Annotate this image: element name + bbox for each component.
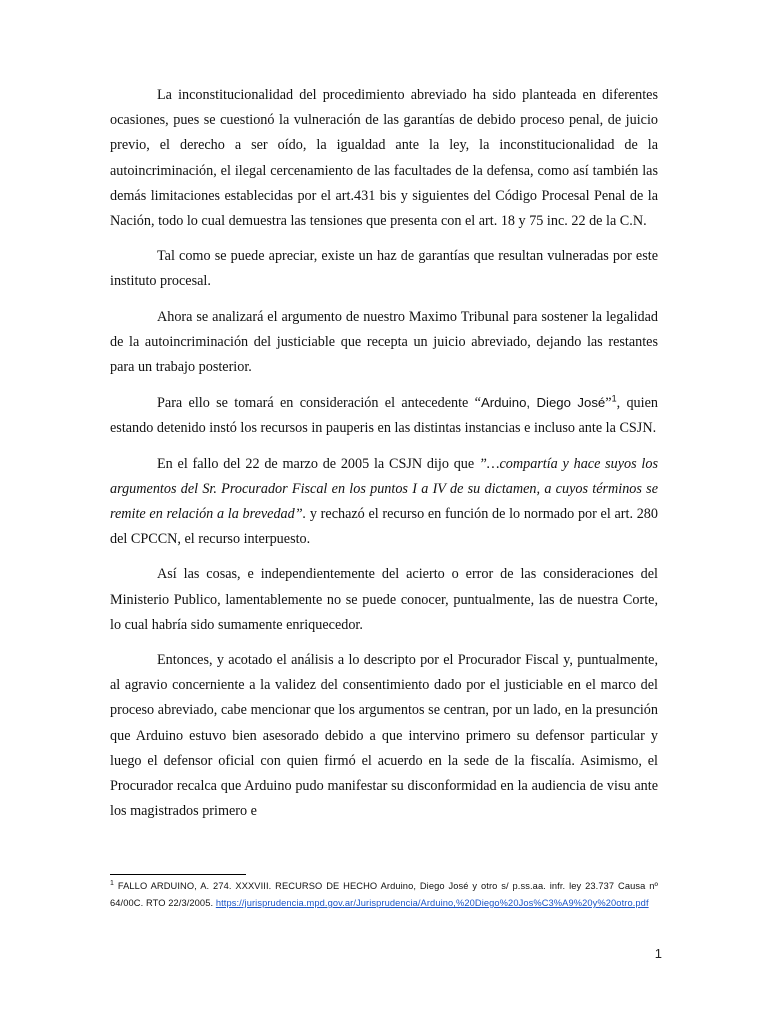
paragraph-7: Entonces, y acotado el análisis a lo descripto por el Procurador Fiscal y, puntualmente, al agravio concerniente a la validez del consentimiento dado por el justiciable en el marco del proceso abreviado, cabe mencionar que los argumentos se centran, por un lado, en la presunción que Arduino estuvo bien asesorado debido a que intervino primero su defensor particular y luego el defensor oficial con quien firmó el acuerdo en la sede de la fiscalía. Asimismo, el Procurador recalca que Arduino pudo manifestar su disconformidad en la audiencia de visu ante los magistrados primero e bbox=[110, 652, 658, 820]
paragraph-2: Tal como se puede apreciar, existe un haz de garantías que resultan vulneradas por este instituto procesal. bbox=[110, 248, 658, 290]
paragraph-5-intro: En el fallo del 22 de marzo de 2005 la CSJN dijo que bbox=[157, 455, 479, 472]
paragraph-3: Ahora se analizará el argumento de nuestro Maximo Tribunal para sostener la legalidad de la autoincriminación del justiciable que recepta un juicio abreviado, dejando las restantes para un trabajo posterior. bbox=[110, 308, 658, 376]
paragraph-5 bbox=[110, 452, 658, 553]
footnote-separator bbox=[110, 874, 246, 875]
footnote-text: FALLO ARDUINO, A. 274. XXXVIII. RECURSO DE HECHO Arduino, Diego José y otro s/ p.ss.aa. infr. ley 23.737 Causa nº 64/00C. RTO 22/3/2005. bbox=[110, 881, 658, 908]
footnote-reference[interactable]: 1 bbox=[611, 393, 617, 404]
footnote-link[interactable]: https://jurisprudencia.mpd.gov.ar/Jurisprudencia/Arduino,%20Diego%20Jos%C3%A9%20y%20otro.pdf bbox=[215, 898, 649, 908]
paragraph-4-rest: , quien estando detenido instó los recursos in pauperis en las distintas instancias e incluso ante la CSJN. bbox=[110, 395, 658, 437]
court-quote: ”…compartía y hace suyos los argumentos del Sr. Procurador Fiscal en los puntos I a IV de su dictamen, a cuyos términos se remite en relación a la brevedad”. bbox=[110, 455, 658, 523]
case-name-close-quote: ” bbox=[605, 395, 612, 412]
footnote bbox=[110, 878, 658, 912]
footnote-mark: 1 bbox=[110, 879, 114, 887]
paragraph-4 bbox=[110, 390, 658, 441]
paragraph-5-rest: y rechazó el recurso en función de lo normado por el art. 280 del CPCCN, el recurso interpuesto. bbox=[110, 506, 658, 548]
paragraph-4-intro: Para ello se tomará en consideración el antecedente “ bbox=[157, 395, 481, 412]
paragraph-1: La inconstitucionalidad del procedimiento abreviado ha sido planteada en diferentes ocasiones, pues se cuestionó la vulneración de las garantías de debido proceso penal, de juicio previo, el derecho a ser oído, la igualdad ante la ley, la inconstitucionalidad de la autoincriminación, el ilegal cercenamiento de las facultades de la defensa, como así también las demás limitaciones establecidas por el art.431 bis y siguientes del Código Procesal Penal de la Nación, todo lo cual demuestra las tensiones que presenta con el art. 18 y 75 inc. 22 de la C.N. bbox=[110, 87, 658, 230]
case-name: Arduino, Diego José bbox=[480, 395, 606, 411]
page-number: 1 bbox=[654, 946, 662, 961]
paragraph-6: Así las cosas, e independientemente del acierto o error de las consideraciones del Ministerio Publico, lamentablemente no se puede conocer, puntualmente, las de nuestra Corte, lo cual habría sido sumamente enriquecedor. bbox=[110, 566, 658, 633]
body-text bbox=[110, 83, 658, 834]
